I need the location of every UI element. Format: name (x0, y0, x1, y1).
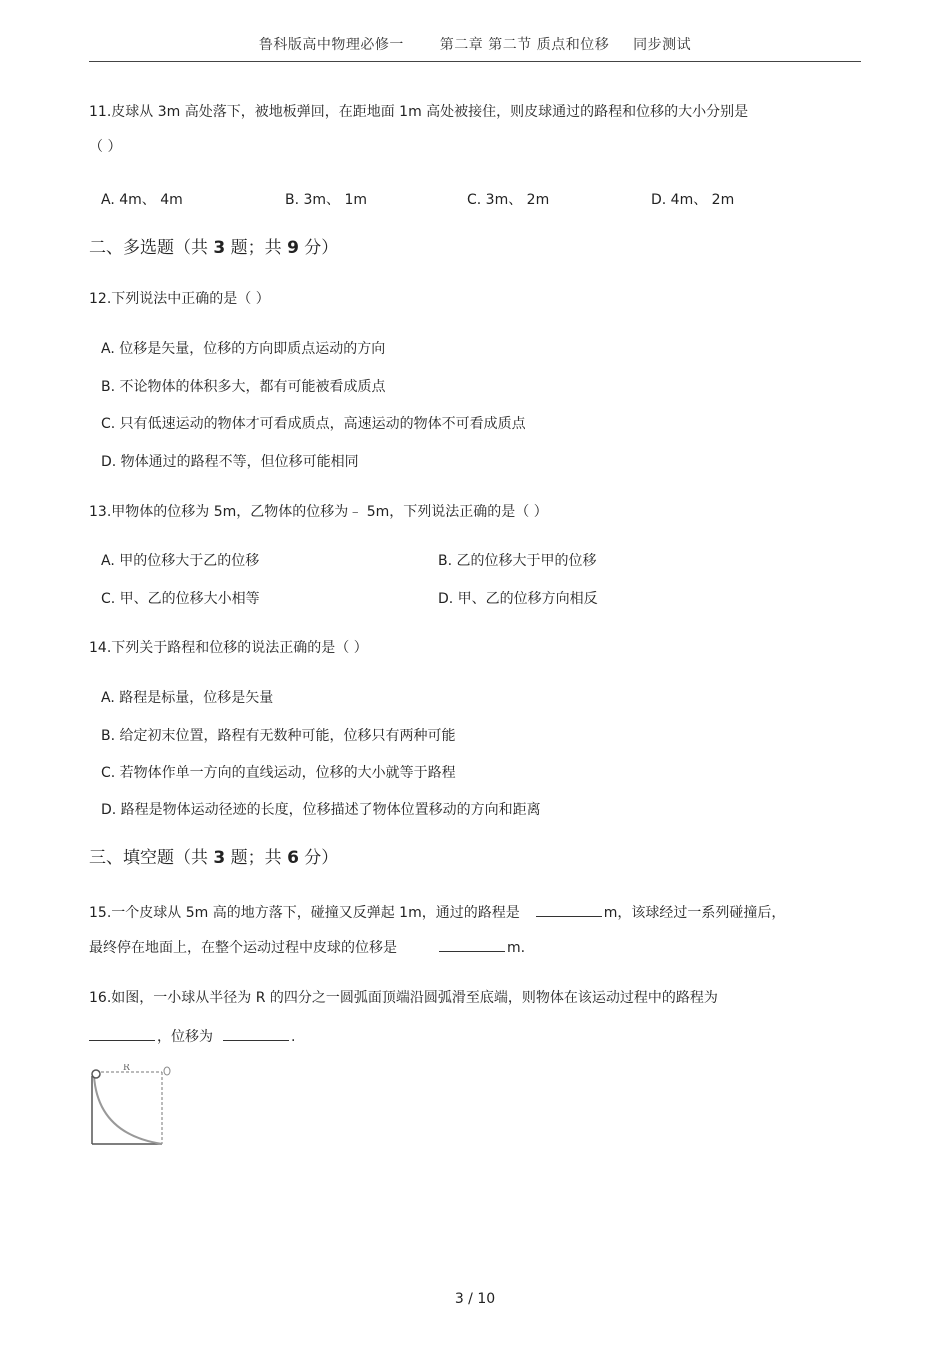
page-header (0, 34, 950, 54)
q11-option-c: C. 3m、 2m (467, 192, 550, 208)
q11-stem: 11.皮球从 3m 高处落下，被地板弹回，在距地面 1m 高处被接住，则皮球通过的路程和位移的大小分别是 (89, 104, 749, 120)
q14-option-a: A. 路程是标量，位移是矢量 (101, 690, 274, 706)
q11-option-a: A. 4m、 4m (101, 192, 183, 208)
quarter-arc-figure (88, 1064, 178, 1152)
q16-line-2: ，位移为 . (89, 1026, 295, 1046)
q13-option-c: C. 甲、乙的位移大小相等 (101, 591, 260, 607)
q11-option-b: B. 3m、 1m (285, 192, 368, 208)
section-multiple-choice-title: 二、多选题（共 3 题；共 9 分） (89, 238, 339, 258)
q13-stem: 13.甲物体的位移为 5m，乙物体的位移为﹣ 5m，下列说法正确的是（ ） (89, 504, 548, 520)
ball-start-icon (92, 1070, 100, 1078)
q14-option-b: B. 给定初末位置，路程有无数种可能，位移只有两种可能 (101, 728, 456, 744)
q13-option-a: A. 甲的位移大于乙的位移 (101, 553, 260, 569)
q13-option-b: B. 乙的位移大于甲的位移 (438, 553, 597, 569)
q16-blank-path[interactable] (89, 1026, 155, 1041)
header-divider (89, 61, 861, 62)
circle-center-icon (164, 1067, 170, 1075)
header-chapter: 第二章 第二节 质点和位移 (439, 37, 610, 53)
header-book-title: 鲁科版高中物理必修一 (258, 37, 404, 53)
q12-option-b: B. 不论物体的体积多大，都有可能被看成质点 (101, 379, 386, 395)
q15-blank-displacement[interactable] (439, 937, 505, 952)
q12-option-c: C. 只有低速运动的物体才可看成质点，高速运动的物体不可看成质点 (101, 416, 526, 432)
q11-option-d: D. 4m、 2m (651, 192, 735, 208)
q12-option-d: D. 物体通过的路程不等，但位移可能相同 (101, 454, 359, 470)
q16-blank-displacement[interactable] (223, 1026, 289, 1041)
q14-option-c: C. 若物体作单一方向的直线运动，位移的大小就等于路程 (101, 765, 456, 781)
q11-paren: （ ） (89, 139, 122, 155)
page-number: 3 / 10 (454, 1291, 496, 1307)
q14-option-d: D. 路程是物体运动径迹的长度，位移描述了物体位置移动的方向和距离 (101, 802, 541, 818)
q13-option-d: D. 甲、乙的位移方向相反 (438, 591, 598, 607)
q16-line-1: 16.如图，一小球从半径为 R 的四分之一圆弧面顶端沿圆弧滑至底端，则物体在该运动过程中的路程为 (89, 990, 718, 1006)
q14-stem: 14.下列关于路程和位移的说法正确的是（ ） (89, 640, 368, 656)
q15-line-2: 最终停在地面上，在整个运动过程中皮球的位移是 m. (89, 937, 525, 957)
q12-option-a: A. 位移是矢量，位移的方向即质点运动的方向 (101, 341, 386, 357)
header-test-type: 同步测试 (633, 37, 692, 53)
q15-line-1: 15.一个皮球从 5m 高的地方落下，碰撞又反弹起 1m，通过的路程是 m，该球经过一系列碰撞后， (89, 902, 785, 922)
radius-label: R (123, 1064, 130, 1073)
section-fill-blank-title: 三、填空题（共 3 题；共 6 分） (89, 848, 339, 868)
q12-stem: 12.下列说法中正确的是（ ） (89, 291, 270, 307)
q15-blank-path[interactable] (536, 902, 602, 917)
